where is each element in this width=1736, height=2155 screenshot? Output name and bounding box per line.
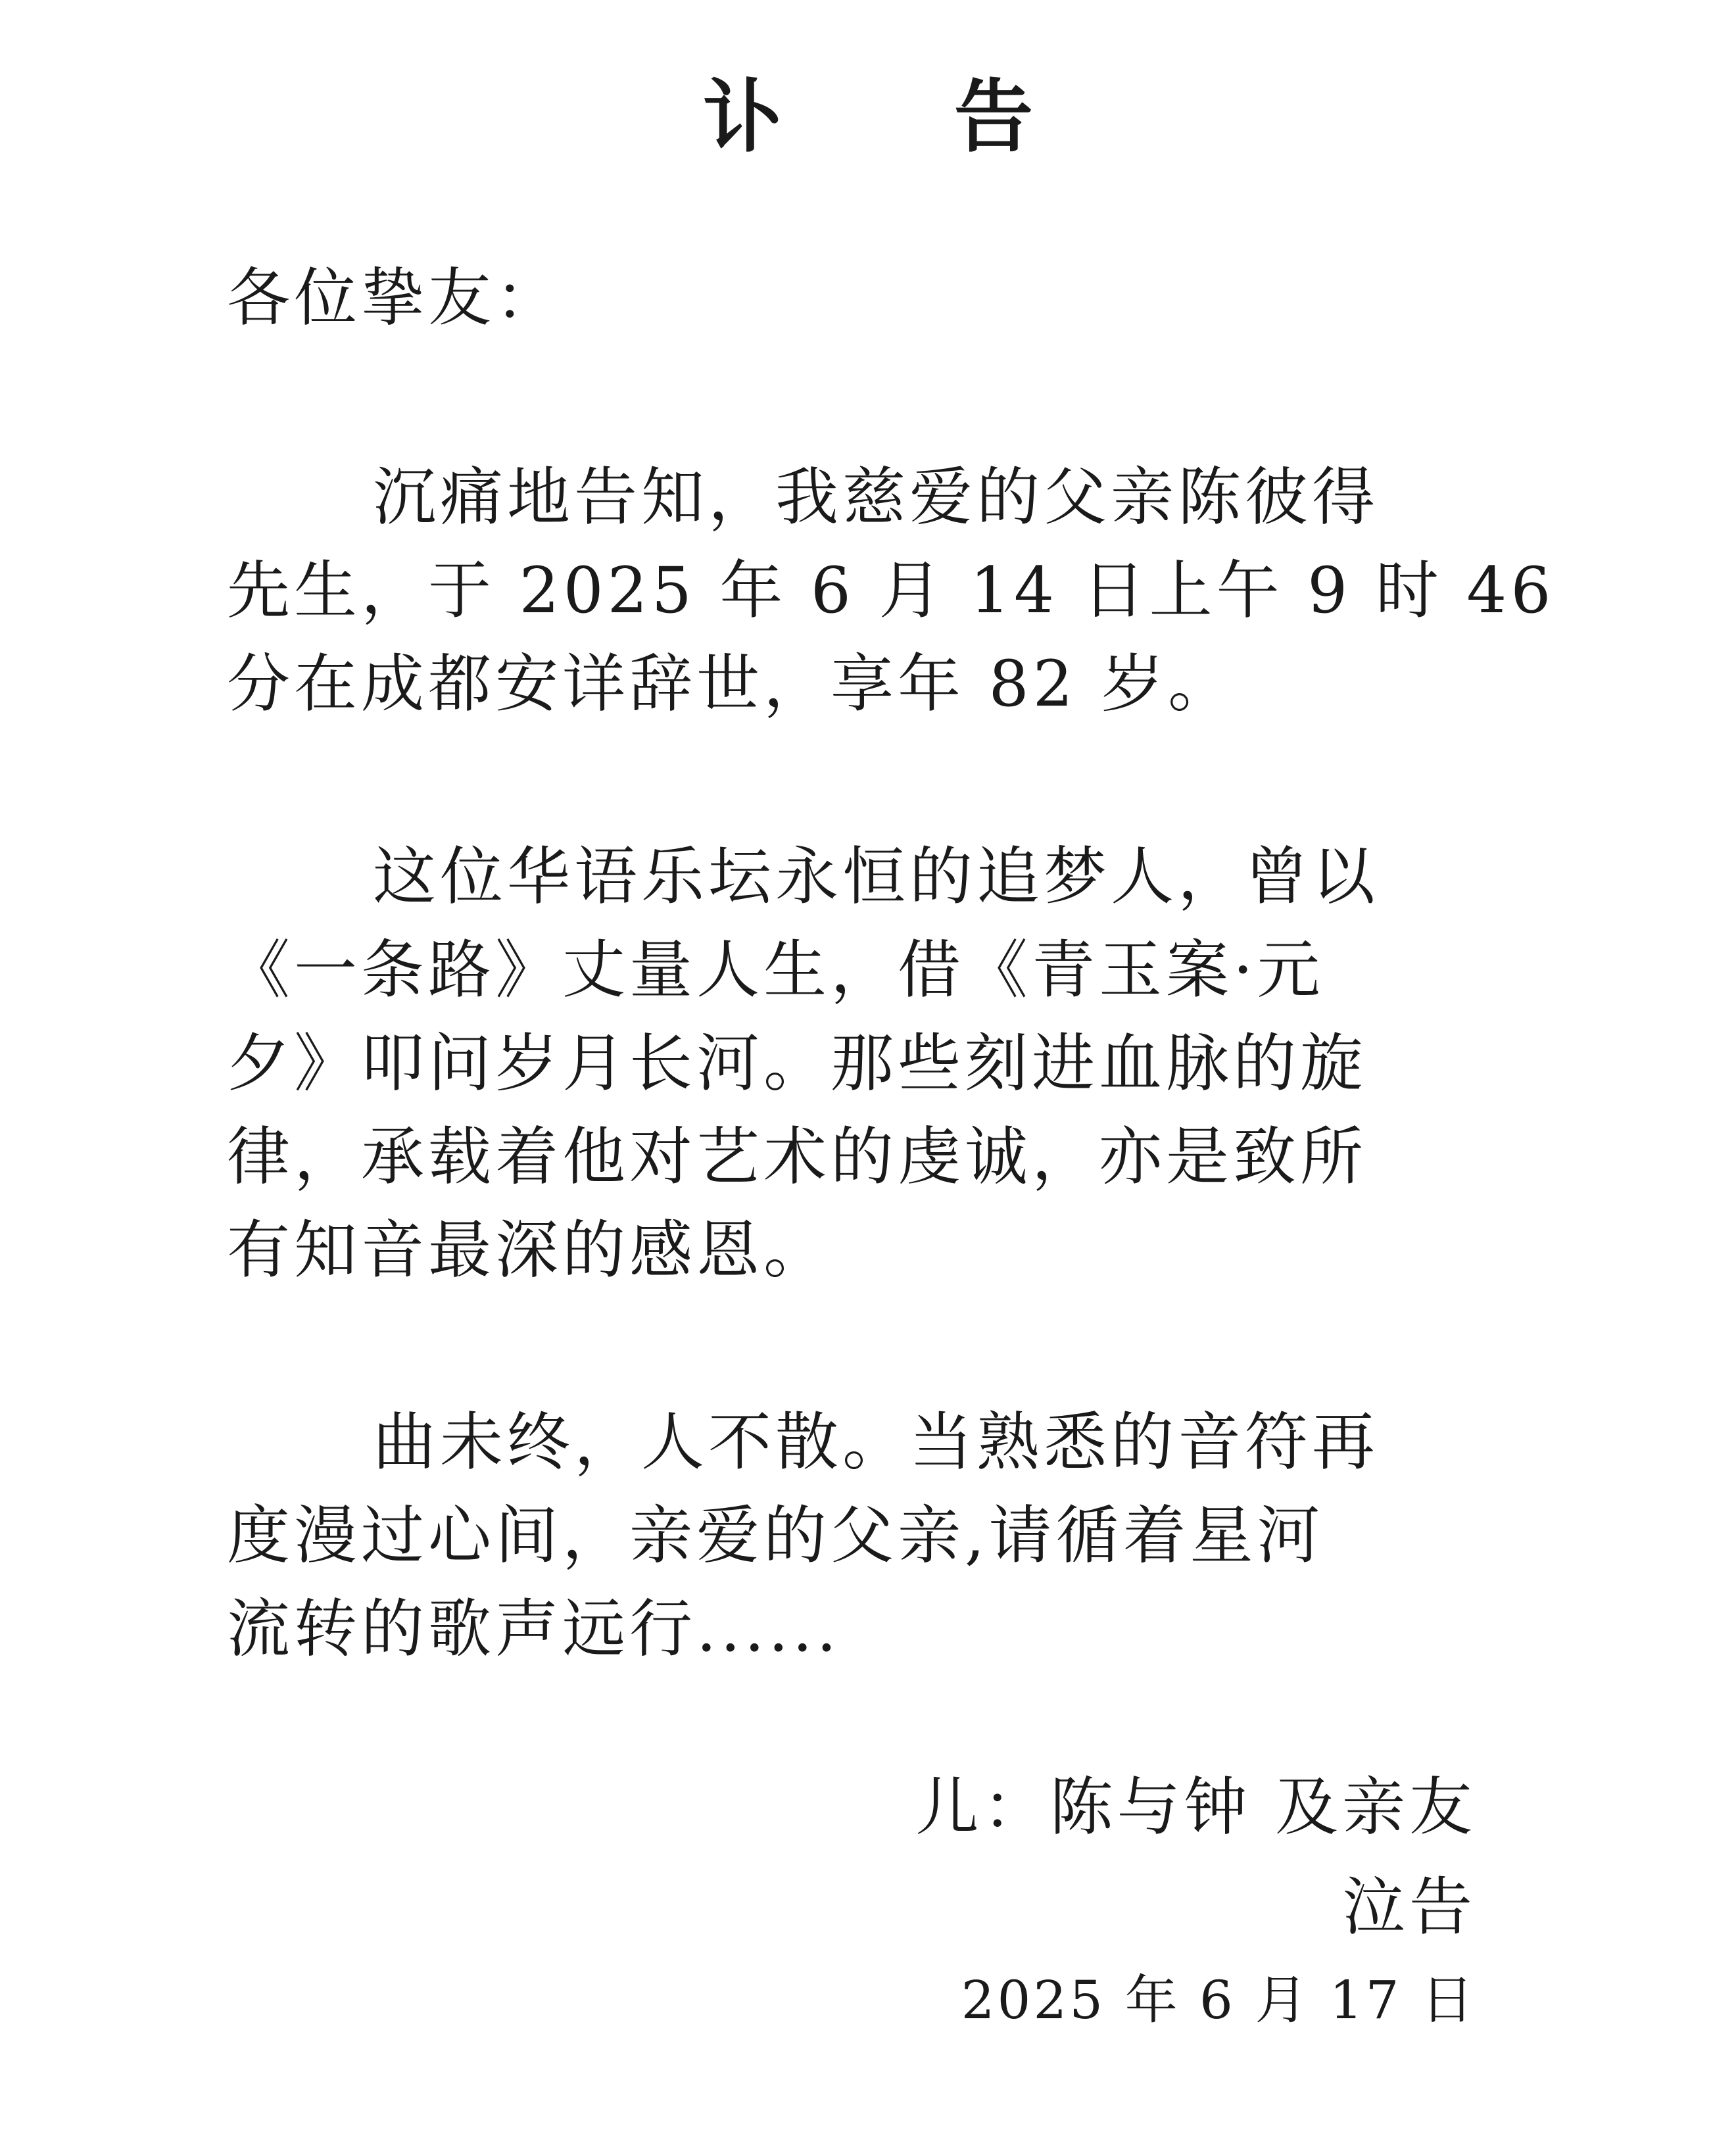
paragraph-farewell [227, 1395, 1476, 1676]
signature-signer: 儿：陈与钟 及亲友 [915, 1770, 1476, 1844]
paragraph-line: 夕》叩问岁月长河。那些刻进血脉的旋 [227, 1027, 1367, 1100]
paragraph-line: 《一条路》丈量人生，借《青玉案·元 [227, 933, 1324, 1007]
paragraph-line: 这位华语乐坛永恒的追梦人，曾以 [373, 840, 1379, 913]
document-title: 讣 告 [703, 70, 1105, 163]
paragraph-announcement [227, 450, 1555, 731]
paragraph-line: 分在成都安详辞世，享年 82 岁。 [227, 647, 1236, 721]
paragraph-line: 度漫过心间，亲爱的父亲,请循着星河 [227, 1499, 1324, 1572]
paragraph-line: 律，承载着他对艺术的虔诚，亦是致所 [227, 1120, 1367, 1194]
paragraph-line: 流转的歌声远行...... [227, 1592, 841, 1666]
paragraph-tribute [227, 830, 1476, 1297]
paragraph-line: 曲未终，人不散。当熟悉的音符再 [373, 1405, 1379, 1479]
signature-weeping: 泣告 [1342, 1870, 1476, 1944]
paragraph-line: 有知音最深的感恩。 [227, 1213, 831, 1287]
paragraph-line: 先生，于 2025 年 6 月 14 日上午 9 时 46 [227, 554, 1555, 627]
signature-date: 2025 年 6 月 17 日 [961, 1970, 1476, 2031]
greeting: 各位挚友： [227, 261, 562, 335]
paragraph-line: 沉痛地告知，我慈爱的父亲陈彼得 [373, 460, 1379, 534]
